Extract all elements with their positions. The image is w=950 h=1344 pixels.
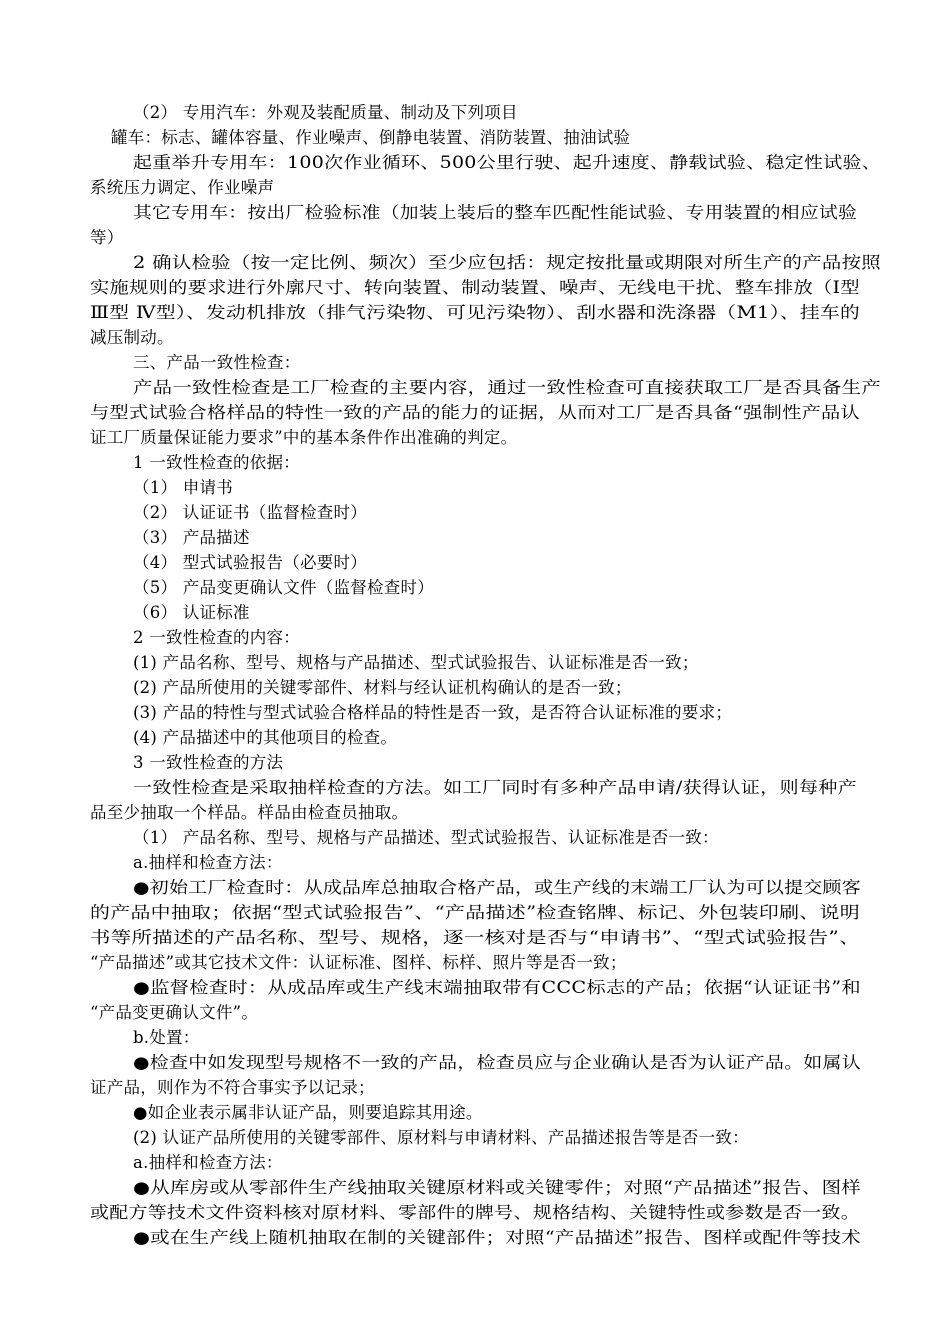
text-line: 或配方等技术文件资料核对原材料、零部件的牌号、规格结构、关键特性或参数是否一致。 [90,1203,861,1222]
text-line: 2 一致性检查的内容： [133,628,300,647]
text-line: 证工厂质量保证能力要求”中的基本条件作出准确的判定。 [90,428,518,447]
text-line: Ⅲ型 Ⅳ型）、发动机排放（排气污染物、可见污染物）、刮水器和洗涤器（M1）、挂车的 [90,303,860,322]
text-line: （5） 产品变更确认文件（监督检查时） [133,578,434,597]
text-line: “产品描述”或其它技术文件：认证标准、图样、标样、照片等是否一致； [90,953,627,972]
text-line: 其它专用车：按出厂检验标准（加装上装后的整车匹配性能试验、专用装置的相应试验 [133,203,858,222]
text-line: 系统压力调定、作业噪声 [90,178,275,197]
text-line: ●或在生产线上随机抽取在制的关键部件；对照“产品描述”报告、图样或配件等技术 [133,1228,862,1247]
text-line: （1） 产品名称、型号、规格与产品描述、型式试验报告、认证标准是否一致： [133,828,719,847]
text-line: (3) 产品的特性与型式试验合格样品的特性是否一致，是否符合认证标准的要求； [133,703,733,722]
text-line: ●从库房或从零部件生产线抽取关键原材料或关键零件；对照“产品描述”报告、图样 [133,1178,862,1197]
text-line: （1） 申请书 [133,478,233,497]
text-line: 产品一致性检查是工厂检查的主要内容，通过一致性检查可直接获取工厂是否具备生产 [133,378,882,397]
text-line: 三、产品一致性检查： [133,353,301,372]
text-line: b.处置： [133,1028,200,1047]
text-line: 减压制动。 [90,328,174,347]
text-line: （4） 型式试验报告（必要时） [133,553,367,572]
text-line: （6） 认证标准 [133,603,250,622]
text-line: 一致性检查是采取抽样检查的方法。如工厂同时有多种产品申请/获得认证，则每种产 [133,778,858,797]
text-line: 证产品，则作为不符合事实予以记录； [90,1078,375,1097]
text-line: (2) 认证产品所使用的关键零部件、原材料与申请材料、产品描述报告等是否一致： [133,1128,749,1147]
text-line: 3 一致性检查的方法 [133,753,284,772]
text-line: a.抽样和检查方法： [133,1153,283,1172]
text-line: 的产品中抽取；依据“型式试验报告”、“产品描述”检查铭牌、标记、外包装印刷、说明 [90,903,861,922]
text-line: 等） [90,228,124,247]
text-line: “产品变更确认文件”。 [90,1003,259,1022]
text-line: 实施规则的要求进行外廓尺寸、转向装置、制动装置、噪声、无线电干扰、整车排放（Ⅰ型 [90,278,860,297]
text-line: （2） 专用汽车：外观及装配质量、制动及下列项目 [133,103,518,122]
text-line: (1) 产品名称、型号、规格与产品描述、型式试验报告、认证标准是否一致； [133,653,699,672]
text-line: (4) 产品描述中的其他项目的检查。 [133,728,398,747]
text-line: 罐车：标志、罐体容量、作业噪声、倒静电装置、消防装置、抽油试验 [111,128,631,147]
text-line: 2 确认检验（按一定比例、频次）至少应包括：规定按批量或期限对所生产的产品按照 [133,253,881,272]
text-line: （3） 产品描述 [133,528,250,547]
text-line: 品至少抽取一个样品。样品由检查员抽取。 [90,803,409,822]
text-line: (2) 产品所使用的关键零部件、材料与经认证机构确认的是否一致； [133,678,632,697]
text-line: a.抽样和检查方法： [133,853,283,872]
text-line: ●监督检查时：从成品库或生产线末端抽取带有CCC标志的产品；依据“认证证书”和 [133,978,862,997]
text-line: 1 一致性检查的依据： [133,453,300,472]
text-line: 与型式试验合格样品的特性一致的产品的能力的证据，从而对工厂是否具备“强制性产品认 [90,403,861,422]
text-line: 书等所描述的产品名称、型号、规格，逐一核对是否与“申请书”、“型式试验报告”、 [90,928,860,947]
text-line: （2） 认证证书（监督检查时） [133,503,367,522]
text-line: ●检查中如发现型号规格不一致的产品，检查员应与企业确认是否为认证产品。如属认 [133,1053,861,1072]
text-line: 起重举升专用车：100次作业循环、500公里行驶、起升速度、静载试验、稳定性试验、 [133,153,881,172]
text-line: ●初始工厂检查时：从成品库总抽取合格产品，或生产线的末端工厂认为可以提交顾客 [133,878,861,897]
text-line: ●如企业表示属非认证产品，则要追踪其用途。 [133,1103,483,1122]
